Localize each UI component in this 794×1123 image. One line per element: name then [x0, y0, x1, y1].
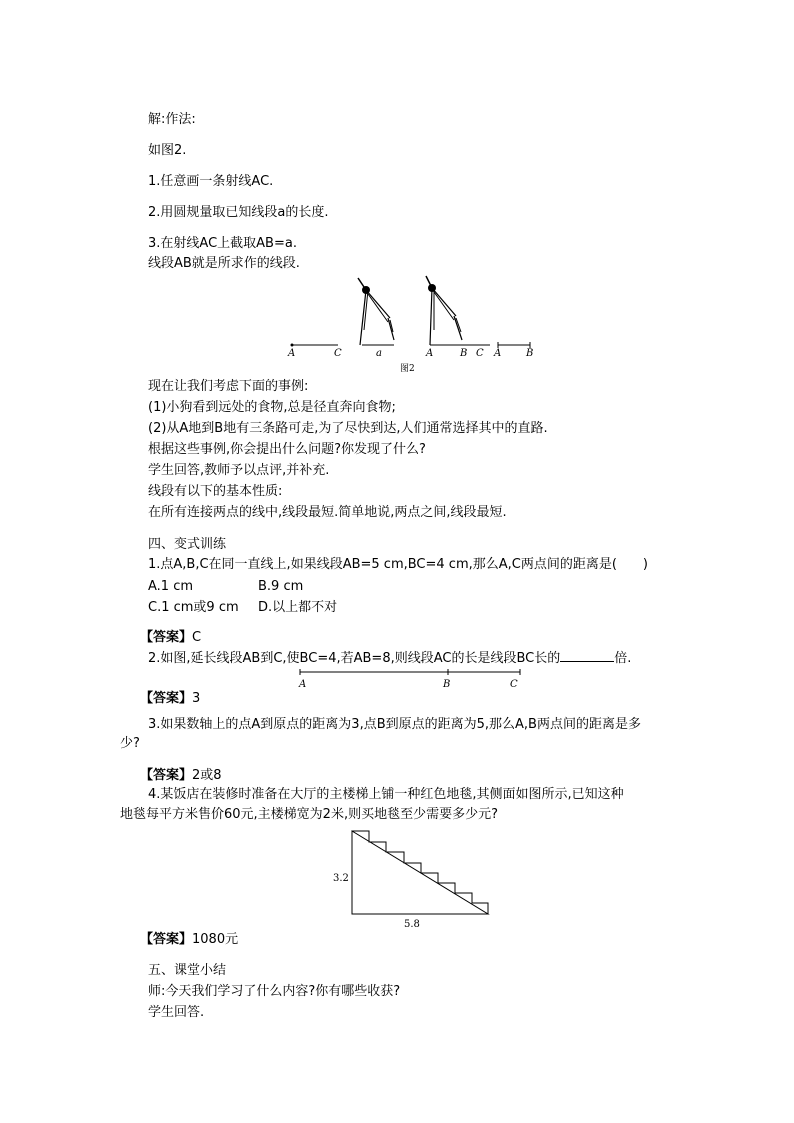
answer-tag: 【答案】 — [140, 932, 193, 947]
fig2-label-a1: A — [288, 348, 296, 359]
q2-label-a: A — [299, 679, 307, 690]
examples-intro: 现在让我们考虑下面的事例: — [148, 379, 309, 394]
answer-value: 2或8 — [192, 768, 222, 783]
example-1: (1)小狗看到远处的食物,总是径直奔向食物; — [148, 400, 396, 415]
q1-option-a: A.1 cm — [148, 579, 194, 594]
answer-tag: 【答案】 — [140, 630, 193, 645]
figure-reference: 如图2. — [148, 143, 187, 158]
staircase-figure — [330, 826, 500, 934]
question-1: 1.点A,B,C在同一直线上,如果线段AB=5 cm,BC=4 cm,那么A,C两点间的距离是( ) — [148, 557, 648, 572]
q1-option-b: B.9 cm — [258, 579, 304, 594]
solution-header: 解:作法: — [148, 112, 196, 127]
compass-1-icon — [358, 278, 394, 345]
question-3-line-1: 3.如果数轴上的点A到原点的距离为3,点B到原点的距离为5,那么A,B两点间的距离是多 — [148, 717, 641, 732]
q1-option-c: C.1 cm或9 cm — [148, 600, 239, 615]
fig2-label-a: a — [376, 348, 382, 359]
answer-value: 3 — [192, 691, 201, 706]
fig2-caption: 图2 — [400, 364, 415, 374]
step-2: 2.用圆规量取已知线段a的长度. — [148, 205, 329, 220]
fig2-label-c1: C — [334, 348, 342, 359]
example-2: (2)从A地到B地有三条路可走,为了尽快到达,人们通常选择其中的直路. — [148, 421, 548, 436]
q1-answer — [140, 630, 201, 646]
step-3: 3.在射线AC上截取AB=a. — [148, 236, 297, 251]
stair-height-label: 3.2 — [333, 873, 349, 884]
fig2-label-a2: A — [426, 348, 434, 359]
question-2: 2.如图,延长线段AB到C,使BC=4,若AB=8,则线段AC的长是线段BC长的 倍. — [148, 651, 632, 666]
answer-blank — [560, 650, 614, 662]
compass-2-icon — [426, 276, 462, 345]
teacher-question: 师:今天我们学习了什么内容?你有哪些收获? — [148, 984, 401, 999]
q2-line-figure — [295, 666, 525, 690]
answer-tag: 【答案】 — [140, 691, 193, 706]
fig2-label-b2: B — [460, 348, 468, 359]
section-5-title: 五、课堂小结 — [148, 963, 227, 978]
question-4-line-1: 4.某饭店在装修时准备在大厅的主楼梯上铺一种红色地毯,其侧面如图所示,已知这种 — [148, 787, 624, 802]
fig2-label-a3: A — [494, 348, 502, 359]
segment-property: 在所有连接两点的线中,线段最短.简单地说,两点之间,线段最短. — [148, 505, 507, 520]
stair-width-label: 5.8 — [404, 919, 420, 930]
answer-value: 1080元 — [192, 932, 239, 947]
property-intro: 线段有以下的基本性质: — [148, 484, 283, 499]
q3-answer — [140, 768, 222, 784]
figure-2-compass-construction — [280, 270, 550, 375]
answer-tag: 【答案】 — [140, 768, 193, 783]
fig2-label-c2: C — [476, 348, 484, 359]
teacher-response: 学生回答,教师予以点评,并补充. — [148, 463, 330, 478]
question-4-line-2: 地毯每平方米售价60元,主楼梯宽为2米,则买地毯至少需要多少元? — [120, 807, 498, 822]
step-1: 1.任意画一条射线AC. — [148, 174, 274, 189]
conclusion: 线段AB就是所求作的线段. — [148, 256, 300, 271]
answer-value: C — [192, 630, 202, 645]
section-4-title: 四、变式训练 — [148, 537, 227, 552]
question-3-line-2: 少? — [120, 736, 140, 751]
q2-label-b: B — [443, 679, 451, 690]
q1-option-d: D.以上都不对 — [258, 600, 338, 615]
fig2-label-b3: B — [526, 348, 534, 359]
q2-answer — [140, 691, 200, 707]
q2-label-c: C — [510, 679, 518, 690]
student-answer: 学生回答. — [148, 1005, 205, 1020]
q4-answer — [140, 932, 238, 948]
examples-question: 根据这些事例,你会提出什么问题?你发现了什么? — [148, 442, 426, 457]
